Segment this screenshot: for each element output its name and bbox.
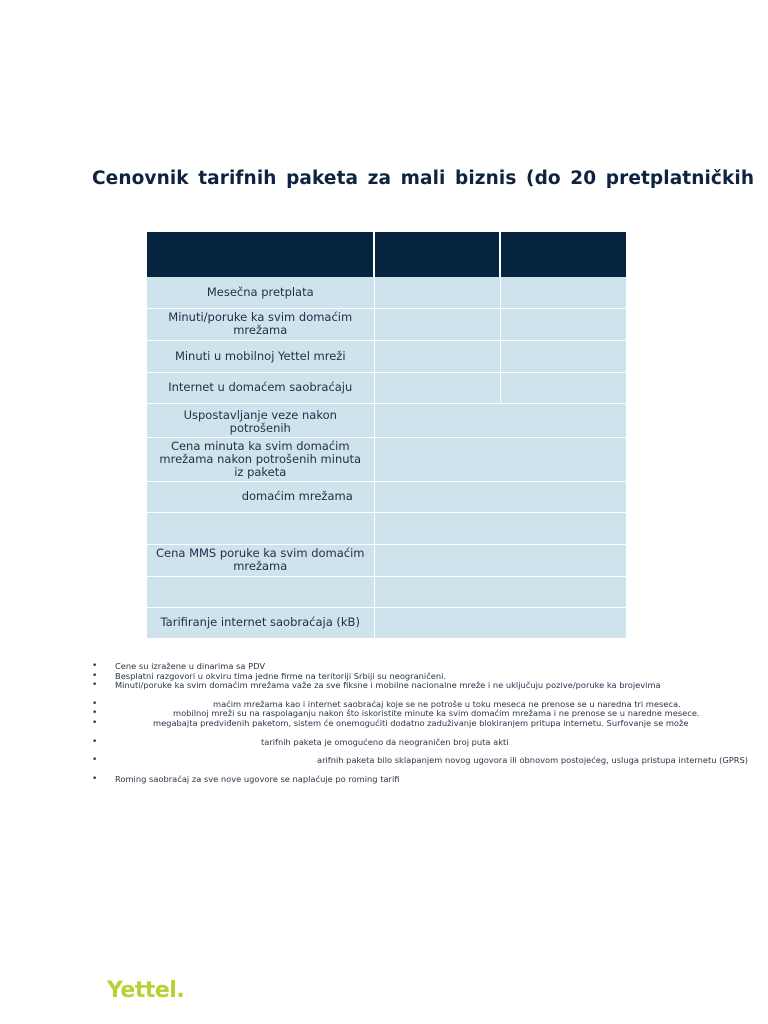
bullet-icon: •: [92, 680, 98, 691]
note-text: tarifnih paketa je omogućeno da neograničen broj puta akti: [261, 736, 509, 747]
note-text: maćim mrežama kao i internet saobraćaj koje se ne potroše u toku meseca ne prenose se u naredna tri meseca.: [213, 698, 681, 709]
table-row: [147, 277, 626, 308]
table-row: [147, 576, 626, 607]
table-row: [147, 481, 626, 512]
table-row: [147, 512, 626, 544]
row-label: [147, 512, 374, 544]
note-item: [92, 719, 692, 729]
table-row: [147, 437, 626, 481]
page-title: Cenovnik tarifnih paketa za mali biznis (do 20 pretplatničkih: [92, 168, 755, 189]
bullet-icon: •: [92, 661, 98, 671]
note-text: megabajta predviđenih paketom, sistem će onemogućiti dodatno zaduživanje blokiranjem pritupa internetu. Surfovanje se može: [153, 717, 689, 728]
note-text: Cene su izražene u dinarima sa PDV: [115, 661, 266, 671]
notes-list: [92, 661, 749, 784]
table-cell: [500, 277, 626, 308]
row-label: Internet u domaćem saobraćaju: [147, 372, 374, 403]
table-cell: [374, 372, 500, 403]
bullet-icon: •: [92, 717, 98, 728]
table-cell: [374, 277, 500, 308]
note-text: Besplatni razgovori u okviru tima jedne firme na teritoriji Srbiji su neograničeni.: [115, 670, 447, 681]
row-label: Minuti/poruke ka svim domaćim mrežama: [147, 308, 374, 340]
row-label: [147, 576, 374, 607]
note-item: [92, 775, 692, 785]
table-cell: [374, 576, 626, 607]
table-cell: [374, 481, 626, 512]
row-label: domaćim mrežama: [147, 481, 374, 512]
table-header-cell: [374, 232, 500, 277]
note-text: Minuti/poruke ka svim domaćim mrežama važe za sve fiksne i mobilne nacionalne mreže i ne uključuju pozive/poruke ka brojevima: [115, 680, 661, 691]
table-row: [147, 403, 626, 437]
table-cell: [374, 403, 626, 437]
table-cell: [500, 372, 626, 403]
table-cell: [374, 340, 500, 372]
bullet-icon: •: [92, 670, 98, 681]
bullet-icon: •: [92, 773, 98, 784]
yettel-logo: Yettel.: [107, 978, 185, 1003]
table-cell: [374, 512, 626, 544]
table-cell: [500, 308, 626, 340]
bullet-icon: •: [92, 708, 98, 719]
bullet-icon: •: [92, 698, 98, 709]
note-text: Roming saobraćaj za sve nove ugovore se naplaćuje po roming tarifi: [115, 773, 400, 784]
table-header-cell: [147, 232, 374, 277]
table-row: [147, 340, 626, 372]
table-header-row: [147, 232, 626, 277]
table-row: [147, 607, 626, 638]
row-label: Uspostavljanje veze nakon potrošenih: [147, 403, 374, 437]
note-item: [92, 738, 692, 748]
bullet-icon: •: [92, 755, 98, 766]
row-label: Cena MMS poruke ka svim domaćim mrežama: [147, 544, 374, 576]
table-row: [147, 308, 626, 340]
note-text: arifnih paketa bilo sklapanjem novog ugovora ili obnovom postojećeg, usluga pristupa internetu (GPRS): [317, 755, 749, 766]
table-cell: [374, 544, 626, 576]
table-cell: [374, 308, 500, 340]
table-row: [147, 544, 626, 576]
note-item: [92, 755, 749, 766]
row-label: Minuti u mobilnoj Yettel mreži: [147, 340, 374, 372]
table-row: [147, 372, 626, 403]
note-item: [92, 681, 692, 691]
bullet-icon: •: [92, 736, 98, 747]
table-header-cell: [500, 232, 626, 277]
row-label: Mesečna pretplata: [147, 277, 374, 308]
row-label: Cena minuta ka svim domaćim mrežama nakon potrošenih minuta iz paketa: [147, 437, 374, 481]
table-cell: [374, 437, 626, 481]
table-cell: [500, 340, 626, 372]
note-text: mobilnoj mreži su na raspolaganju nakon što iskoristite minute ka svim domaćim mrežama i ne prenose se u naredne mesece.: [173, 708, 700, 719]
table-cell: [374, 607, 626, 638]
row-label: Tarifiranje internet saobraćaja (kB): [147, 607, 374, 638]
price-table: [147, 232, 626, 639]
